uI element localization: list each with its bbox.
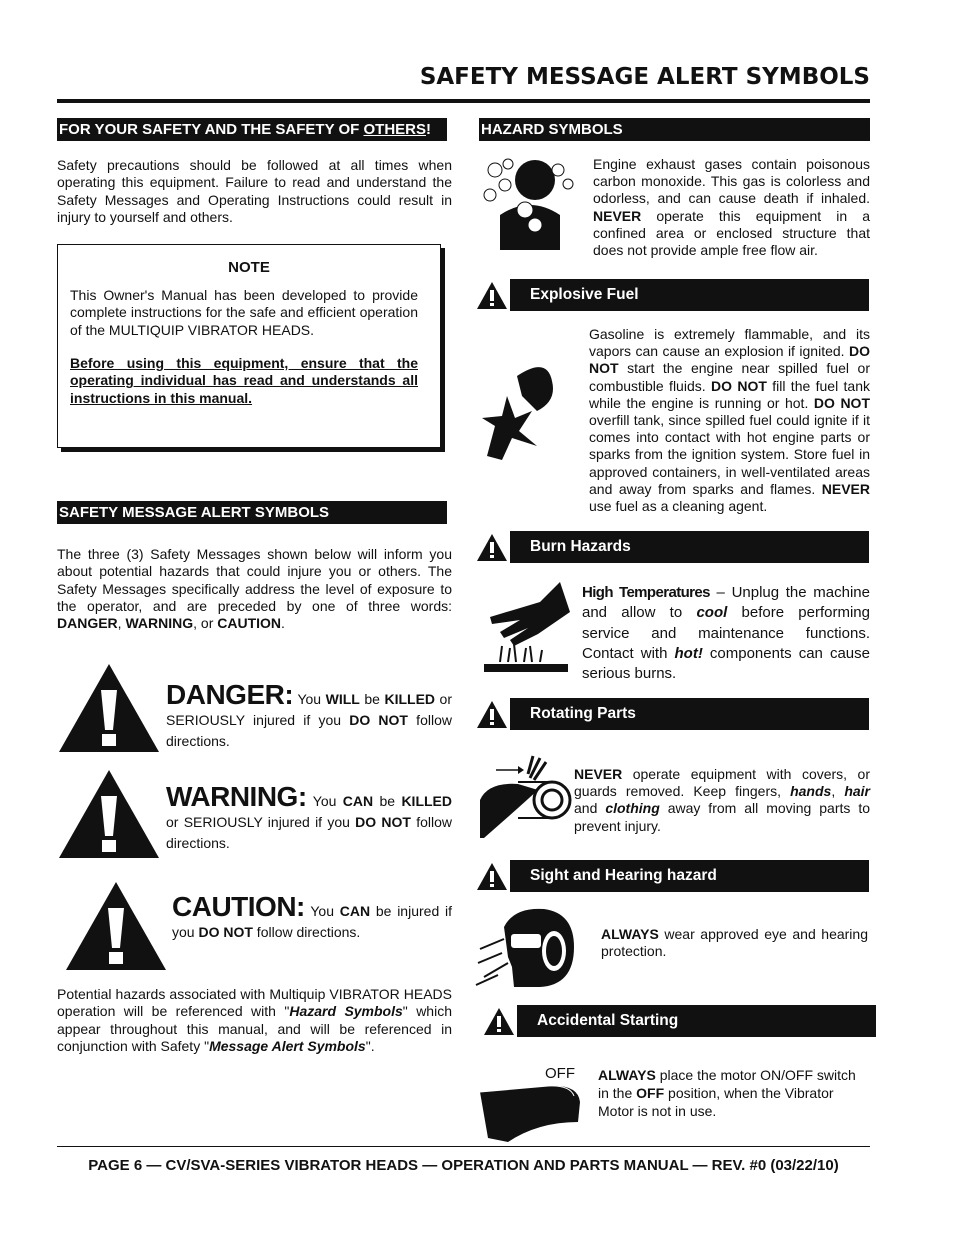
text: Engine exhaust gases contain poisonous carbon monoxide. This gas is colorless and odorless, and can cause death if inhaled. xyxy=(593,156,870,207)
text: components can cause serious burns. xyxy=(582,644,870,683)
text: be xyxy=(373,793,402,809)
danger-triangle-icon xyxy=(57,662,161,754)
text-bold-italic: cool xyxy=(696,604,728,622)
word-danger: DANGER xyxy=(57,615,118,632)
text-bold: DO NOT xyxy=(710,377,767,394)
text-bold: WILL xyxy=(325,691,360,707)
text-bold: ALWAYS xyxy=(601,926,659,942)
text: and xyxy=(574,800,606,817)
caution-word: CAUTION: xyxy=(172,891,305,922)
text-bold: KILLED xyxy=(384,691,436,707)
text: or SERIOUSLY injured if you xyxy=(166,691,453,728)
text: wear approved eye and hearing protection. xyxy=(601,926,868,960)
text-bold: High Temperatures xyxy=(582,584,710,601)
alert-intro-text: The three (3) Safety Messages shown below will inform you about potential hazards that could injure you or others. The Safety Messages specifically address the level of exposure to the operator, and are preceded by one of three words: xyxy=(57,546,452,614)
warning-word: WARNING: xyxy=(166,781,307,812)
hazard-label: Accidental Starting xyxy=(537,1012,679,1029)
sep: , xyxy=(117,615,126,632)
text-bold: CAN xyxy=(342,793,374,809)
closing-paragraph xyxy=(57,986,452,1055)
text: use fuel as a cleaning agent. xyxy=(589,498,768,515)
text: , xyxy=(831,783,845,800)
note-emphasis: Before using this equipment, ensure that the operating individual has read and understands all instructions in this manual. xyxy=(70,355,418,406)
text: follow directions. xyxy=(252,924,361,940)
hazard-label: Burn Hazards xyxy=(530,538,631,555)
text: fill the fuel tank while the engine is running or hot. xyxy=(589,377,870,411)
text-bold: DO NOT xyxy=(355,814,411,830)
hazard-label: Sight and Hearing hazard xyxy=(530,867,717,884)
explosion-icon xyxy=(477,356,577,462)
text: ". xyxy=(365,1037,375,1054)
hazard-bar-rotating xyxy=(474,698,869,730)
text-bold: NEVER xyxy=(574,766,623,782)
rotating-parts-icon xyxy=(478,752,572,838)
word-warning: WARNING xyxy=(125,615,194,632)
note-box xyxy=(57,244,441,448)
starting-text xyxy=(598,1066,866,1120)
text: away from all moving parts to prevent injury. xyxy=(574,800,871,834)
text-bold: NEVER xyxy=(593,207,642,224)
warning-triangle-icon xyxy=(481,1005,517,1037)
text: You xyxy=(293,691,326,707)
warning-triangle-icon xyxy=(474,698,510,730)
sep: . xyxy=(281,615,285,632)
word-caution: CAUTION xyxy=(217,615,282,632)
text: Potential hazards associated with Multiquip VIBRATOR HEADS operation will be referenced with " xyxy=(57,986,452,1020)
danger-message xyxy=(166,679,453,752)
exhaust-text xyxy=(593,156,870,259)
eye-ear-protection-icon xyxy=(474,907,582,989)
hot-surface-hand-icon xyxy=(480,582,572,674)
text-bold: OFF xyxy=(636,1085,665,1101)
section-bar-hazard-symbols: HAZARD SYMBOLS xyxy=(479,118,870,141)
burn-text xyxy=(582,583,870,684)
danger-word: DANGER: xyxy=(166,679,294,710)
text: before performing service and maintenance functions. Contact with xyxy=(582,604,870,662)
text-bold: KILLED xyxy=(401,793,452,809)
sight-text xyxy=(601,926,868,960)
warning-message xyxy=(166,781,452,854)
text: overfill tank, since spilled fuel could ignite if it comes into contact with hot engine parts or sparks from the ignition system. Store fuel in approved containers, in well-ventilated areas and away from sparks and flames. xyxy=(589,412,870,497)
text-bold-italic: Hazard Symbols xyxy=(289,1003,403,1020)
warning-triangle-icon xyxy=(474,531,510,563)
section-bar-alert-symbols: SAFETY MESSAGE ALERT SYMBOLS xyxy=(57,501,447,524)
safety-intro: Safety precautions should be followed at all times when operating this equipment. Failure to read and understand the Safety Messages and Operating Instructions could result in injury to yourself and others. xyxy=(57,157,452,225)
section-title-others: OTHERS xyxy=(363,121,426,138)
text: operate this equipment in a confined area or enclosed structure that does not provide ample free flow air. xyxy=(593,207,870,259)
text: be injured if you xyxy=(172,903,452,940)
page-title: SAFETY MESSAGE ALERT SYMBOLS xyxy=(419,64,870,90)
off-switch-label: OFF xyxy=(545,1065,575,1082)
text-bold-italic: hair xyxy=(844,783,870,800)
warning-triangle-icon xyxy=(474,860,510,892)
hazard-bar-accidental-starting xyxy=(481,1005,876,1037)
text-bold: CAN xyxy=(339,903,371,919)
warning-triangle-icon xyxy=(474,279,510,311)
note-title: NOTE xyxy=(228,259,270,276)
note-body: This Owner's Manual has been developed to provide complete instructions for the safe and efficient operation of the MULTIQUIP VIBRATOR HEADS. xyxy=(70,287,418,338)
caution-triangle-icon xyxy=(64,880,168,972)
text-bold: DO NOT xyxy=(813,394,870,411)
text: follow directions. xyxy=(166,814,452,851)
sep: , or xyxy=(193,615,218,632)
header-rule xyxy=(57,99,870,103)
text: You xyxy=(304,903,340,919)
text: " which appear throughout this manual, and will be referenced in conjunction with Safety " xyxy=(57,1003,452,1054)
text-bold-italic: clothing xyxy=(605,800,660,817)
text-bold: DO NOT xyxy=(589,343,870,377)
text: You xyxy=(306,793,343,809)
caution-message xyxy=(172,891,452,943)
hazard-label: Rotating Parts xyxy=(530,705,636,722)
text-bold: ALWAYS xyxy=(598,1067,656,1083)
footer-text: PAGE 6 — CV/SVA-SERIES VIBRATOR HEADS — OPERATION AND PARTS MANUAL — REV. #0 (03/22/10) xyxy=(88,1157,839,1174)
text: Gasoline is extremely flammable, and its vapors can cause an explosion if ignited. xyxy=(589,326,870,360)
hazard-label: Explosive Fuel xyxy=(530,286,639,303)
text-bold-italic: Message Alert Symbols xyxy=(209,1037,366,1054)
text: – Unplug the machine and allow to xyxy=(582,584,870,622)
exhaust-fumes-icon xyxy=(480,150,580,250)
text: be xyxy=(359,691,385,707)
text: follow directions. xyxy=(166,712,452,749)
text-bold: DO NOT xyxy=(198,924,253,940)
text: operate equipment with covers, or guards removed. Keep fingers, xyxy=(574,766,870,800)
rotating-text xyxy=(574,766,870,835)
warning-triangle-icon xyxy=(57,768,161,860)
text: or SERIOUSLY injured if you xyxy=(166,814,356,830)
off-switch-icon xyxy=(478,1082,582,1144)
fuel-text xyxy=(589,326,870,515)
section-title-post: ! xyxy=(426,121,431,138)
hazard-bar-explosive-fuel xyxy=(474,279,869,311)
text: position, when the Vibrator Motor is not in use. xyxy=(598,1085,834,1119)
text-bold: NEVER xyxy=(821,480,870,497)
section-title-pre: FOR YOUR SAFETY AND THE SAFETY OF xyxy=(59,121,364,138)
text-bold-italic: hot! xyxy=(674,644,703,662)
text-bold-italic: hands xyxy=(790,783,832,800)
text: start the engine near spilled fuel or combustible fluids. xyxy=(589,360,870,394)
hazard-bar-sight-hearing xyxy=(474,860,869,892)
alert-intro xyxy=(57,546,452,632)
hazard-bar-burn xyxy=(474,531,869,563)
text: place the motor ON/OFF switch in the xyxy=(598,1067,856,1101)
text-bold: DO NOT xyxy=(349,712,408,728)
footer-rule xyxy=(57,1146,870,1147)
section-bar-safety xyxy=(57,118,447,141)
